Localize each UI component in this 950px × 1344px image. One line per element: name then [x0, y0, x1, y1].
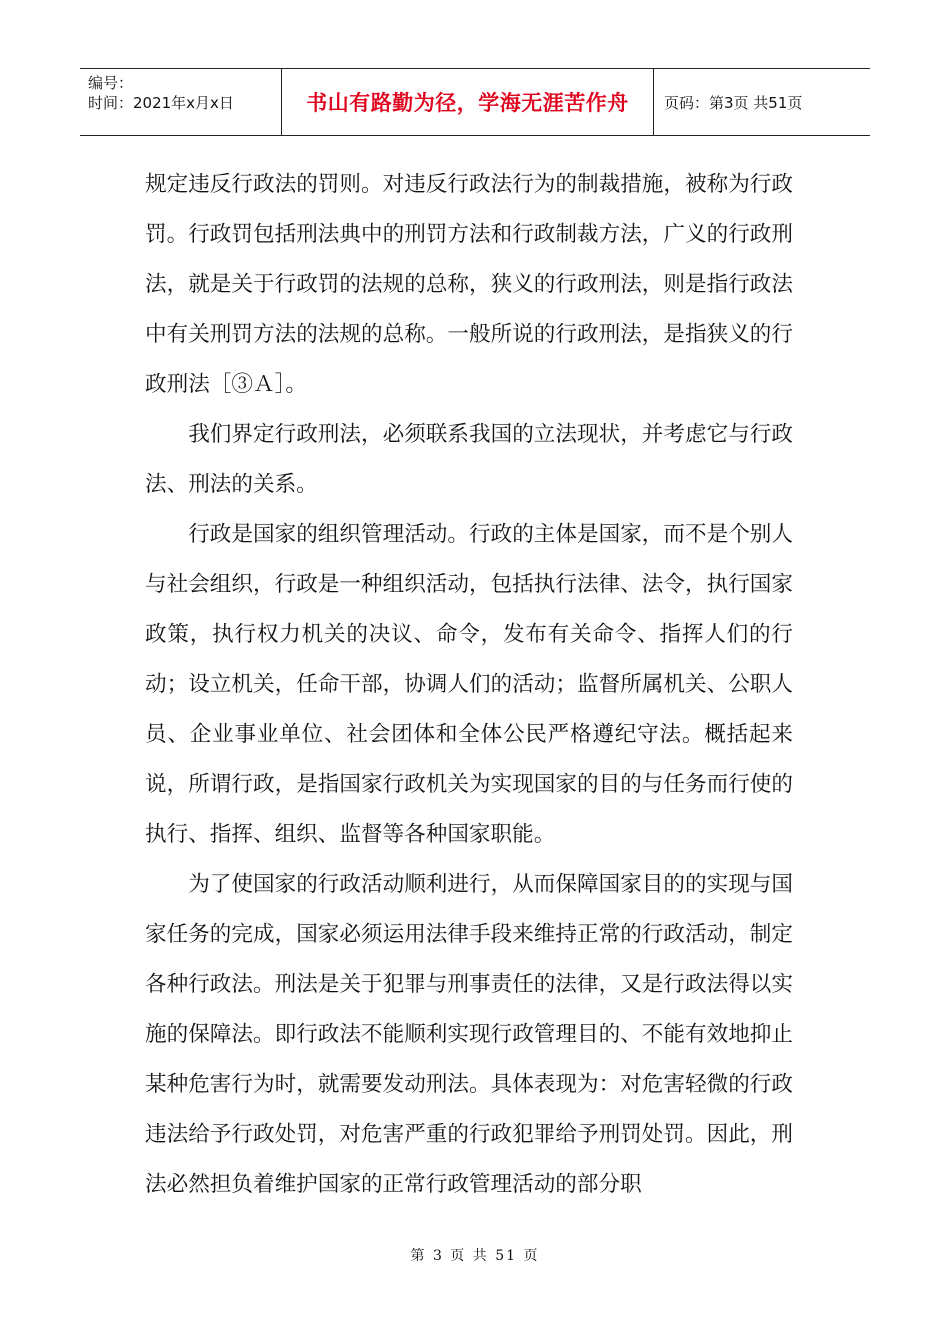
header-meta [80, 69, 282, 135]
document-header [80, 68, 870, 136]
time-label: 时间：2021年x月x日 [88, 94, 234, 112]
header-page-info: 页码：第3页 共51页 [664, 93, 803, 112]
number-label: 编号： [88, 74, 134, 92]
paragraph-3: 行政是国家的组织管理活动。行政的主体是国家，而不是个别人与社会组织，行政是一种组织活动，包括执行法律、法令，执行国家政策，执行权力机关的决议、命令，发布有关命令、指挥人们的行动；设立机关，任命干部，协调人们的活动；监督所属机关、公职人员、企业事业单位、社会团体和全体公民严格遵纪守法。概括起来说，所谓行政，是指国家行政机关为实现国家的目的与任务而行使的执行、指挥、组织、监督等各种国家职能。 [145, 522, 793, 847]
paragraph-1: 规定违反行政法的罚则。对违反行政法行为的制裁措施，被称为行政罚。行政罚包括刑法典中的刑罚方法和行政制裁方法，广义的行政刑法，就是关于行政罚的法规的总称，狭义的行政刑法，则是指行政法中有关刑罚方法的法规的总称。一般所说的行政刑法，是指狭义的行政刑法［③Ａ］。 [145, 172, 793, 397]
header-motto: 书山有路勤为径，学海无涯苦作舟 [282, 69, 654, 135]
document-body [145, 160, 793, 1210]
page-footer: 第 3 页 共 51 页 [410, 1248, 540, 1264]
paragraph-4: 为了使国家的行政活动顺利进行，从而保障国家目的的实现与国家任务的完成，国家必须运用法律手段来维持正常的行政活动，制定各种行政法。刑法是关于犯罪与刑事责任的法律，又是行政法得以实施的保障法。即行政法不能顺利实现行政管理目的、不能有效地抑止某种危害行为时，就需要发动刑法。具体表现为：对危害轻微的行政违法给予行政处罚，对危害严重的行政犯罪给予刑罚处罚。因此，刑法必然担负着维护国家的正常行政管理活动的部分职 [145, 872, 793, 1197]
paragraph-2: 我们界定行政刑法，必须联系我国的立法现状，并考虑它与行政法、刑法的关系。 [145, 422, 793, 497]
